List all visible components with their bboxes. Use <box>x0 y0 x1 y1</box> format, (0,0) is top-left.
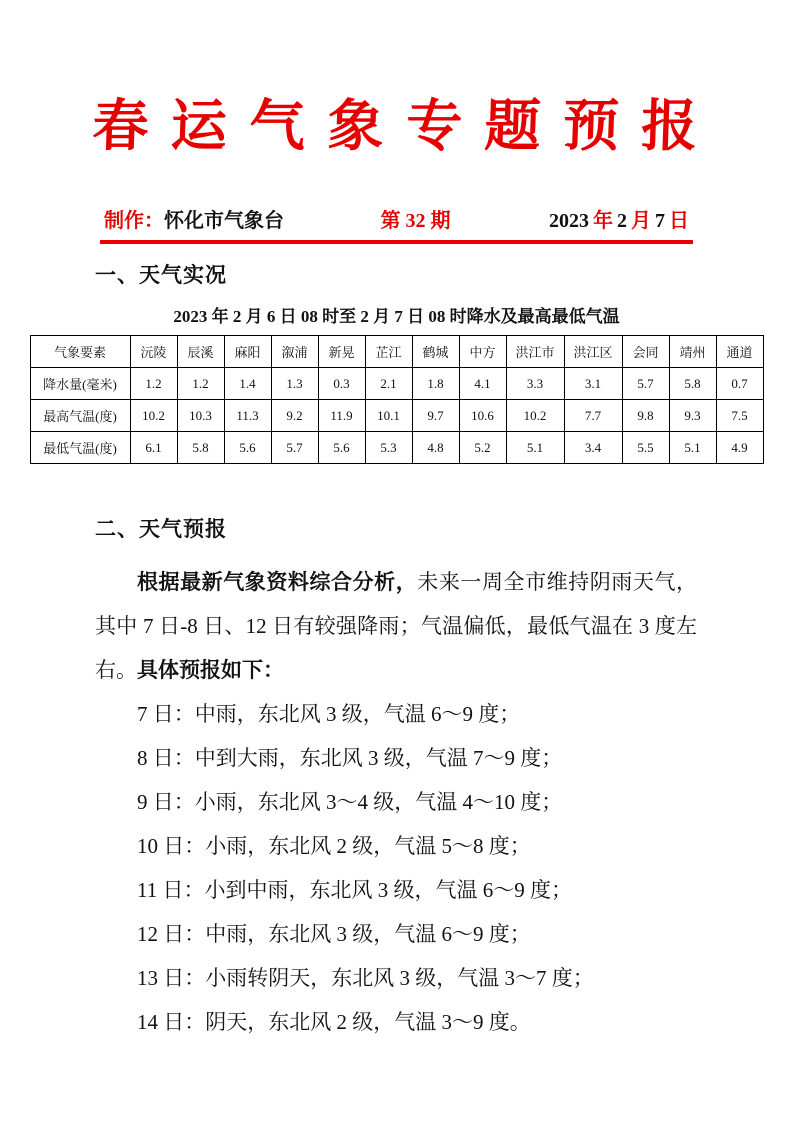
section2-heading: 二、天气预报 <box>95 517 227 541</box>
table-cell: 9.8 <box>622 400 669 432</box>
table-cell: 5.5 <box>622 432 669 464</box>
forecast-day-12: 12 日：中雨，东北风 3 级，气温 6～9 度； <box>137 922 531 946</box>
table-cell: 7.5 <box>716 400 763 432</box>
table-cell: 4.8 <box>412 432 459 464</box>
section1-heading: 一、天气实况 <box>95 263 227 287</box>
table-cell: 5.6 <box>318 432 365 464</box>
table-cell: 7.7 <box>564 400 622 432</box>
table-cell: 9.2 <box>271 400 318 432</box>
table-cell: 5.3 <box>365 432 412 464</box>
col-header: 麻阳 <box>224 336 271 368</box>
col-header: 沅陵 <box>130 336 177 368</box>
table-cell: 2.1 <box>365 368 412 400</box>
table-cell: 10.2 <box>130 400 177 432</box>
meta-row <box>104 204 691 233</box>
forecast-day-10: 10 日：小雨，东北风 2 级，气温 5～8 度； <box>137 834 531 858</box>
col-header: 溆浦 <box>271 336 318 368</box>
row-label: 最高气温(度) <box>30 400 130 432</box>
row-label: 最低气温(度) <box>30 432 130 464</box>
col-header: 辰溪 <box>177 336 224 368</box>
col-header: 会同 <box>622 336 669 368</box>
table-row-min-temp <box>30 432 763 464</box>
table-row-max-temp <box>30 400 763 432</box>
date-year: 2023 <box>549 210 589 232</box>
intro-body: 未来一周全市维持阴雨天气，其中 7 日-8 日、12 日有较强降雨；气温偏低，最低气温在 3 度左右。 <box>95 570 698 682</box>
issue-date <box>547 204 691 233</box>
row-label: 降水量(毫米) <box>30 368 130 400</box>
table-cell: 10.2 <box>506 400 564 432</box>
table-cell: 9.3 <box>669 400 716 432</box>
red-divider <box>100 240 693 244</box>
col-header: 靖州 <box>669 336 716 368</box>
date-month: 2 <box>617 210 627 232</box>
page-title: 春运气象专题预报 <box>91 96 721 158</box>
table-cell: 5.2 <box>459 432 506 464</box>
date-day-label: 日 <box>669 210 689 232</box>
table-cell: 1.4 <box>224 368 271 400</box>
table-cell: 3.4 <box>564 432 622 464</box>
table-cell: 3.1 <box>564 368 622 400</box>
observation-table <box>30 335 764 464</box>
table-row-precipitation <box>30 368 763 400</box>
table-cell: 5.7 <box>622 368 669 400</box>
table-cell: 1.8 <box>412 368 459 400</box>
forecast-list <box>137 692 793 1044</box>
table-cell: 3.3 <box>506 368 564 400</box>
table-cell: 11.3 <box>224 400 271 432</box>
date-day: 7 <box>655 210 665 232</box>
col-header: 新晃 <box>318 336 365 368</box>
table-cell: 10.6 <box>459 400 506 432</box>
intro-lead: 根据最新气象资料综合分析， <box>137 570 418 594</box>
table-cell: 5.1 <box>669 432 716 464</box>
col-header: 鹤城 <box>412 336 459 368</box>
table-cell: 5.1 <box>506 432 564 464</box>
forecast-intro <box>95 560 697 692</box>
table-cell: 10.3 <box>177 400 224 432</box>
table-cell: 1.2 <box>130 368 177 400</box>
col-header: 通道 <box>716 336 763 368</box>
intro-tail: 具体预报如下： <box>137 658 284 682</box>
table-cell: 10.1 <box>365 400 412 432</box>
col-header: 洪江市 <box>506 336 564 368</box>
producer <box>104 204 284 233</box>
date-month-label: 月 <box>631 210 651 232</box>
table-header-row <box>30 336 763 368</box>
forecast-day-7: 7 日：中雨，东北风 3 级，气温 6～9 度； <box>137 702 521 726</box>
table-cell: 4.1 <box>459 368 506 400</box>
table-cell: 1.3 <box>271 368 318 400</box>
forecast-day-9: 9 日：小雨，东北风 3～4 级，气温 4～10 度； <box>137 790 563 814</box>
date-year-label: 年 <box>593 210 613 232</box>
col-header: 洪江区 <box>564 336 622 368</box>
producer-value: 怀化市气象台 <box>164 210 284 232</box>
table-cell: 5.6 <box>224 432 271 464</box>
observation-table-title: 2023 年 2 月 6 日 08 时至 2 月 7 日 08 时降水及最高最低气温 <box>173 307 620 326</box>
forecast-day-13: 13 日：小雨转阴天，东北风 3 级，气温 3～7 度； <box>137 966 594 990</box>
table-cell: 11.9 <box>318 400 365 432</box>
producer-label: 制作： <box>104 210 164 232</box>
table-cell: 4.9 <box>716 432 763 464</box>
issue-number: 第 32 期 <box>380 210 451 232</box>
col-header: 气象要素 <box>30 336 130 368</box>
forecast-day-11: 11 日：小到中雨，东北风 3 级，气温 6～9 度； <box>137 878 572 902</box>
table-cell: 0.3 <box>318 368 365 400</box>
col-header: 中方 <box>459 336 506 368</box>
table-cell: 0.7 <box>716 368 763 400</box>
table-cell: 5.7 <box>271 432 318 464</box>
table-cell: 1.2 <box>177 368 224 400</box>
table-cell: 6.1 <box>130 432 177 464</box>
forecast-day-14: 14 日：阴天，东北风 2 级，气温 3～9 度。 <box>137 1010 531 1034</box>
col-header: 芷江 <box>365 336 412 368</box>
table-cell: 9.7 <box>412 400 459 432</box>
forecast-day-8: 8 日：中到大雨，东北风 3 级，气温 7～9 度； <box>137 746 563 770</box>
table-cell: 5.8 <box>177 432 224 464</box>
table-cell: 5.8 <box>669 368 716 400</box>
